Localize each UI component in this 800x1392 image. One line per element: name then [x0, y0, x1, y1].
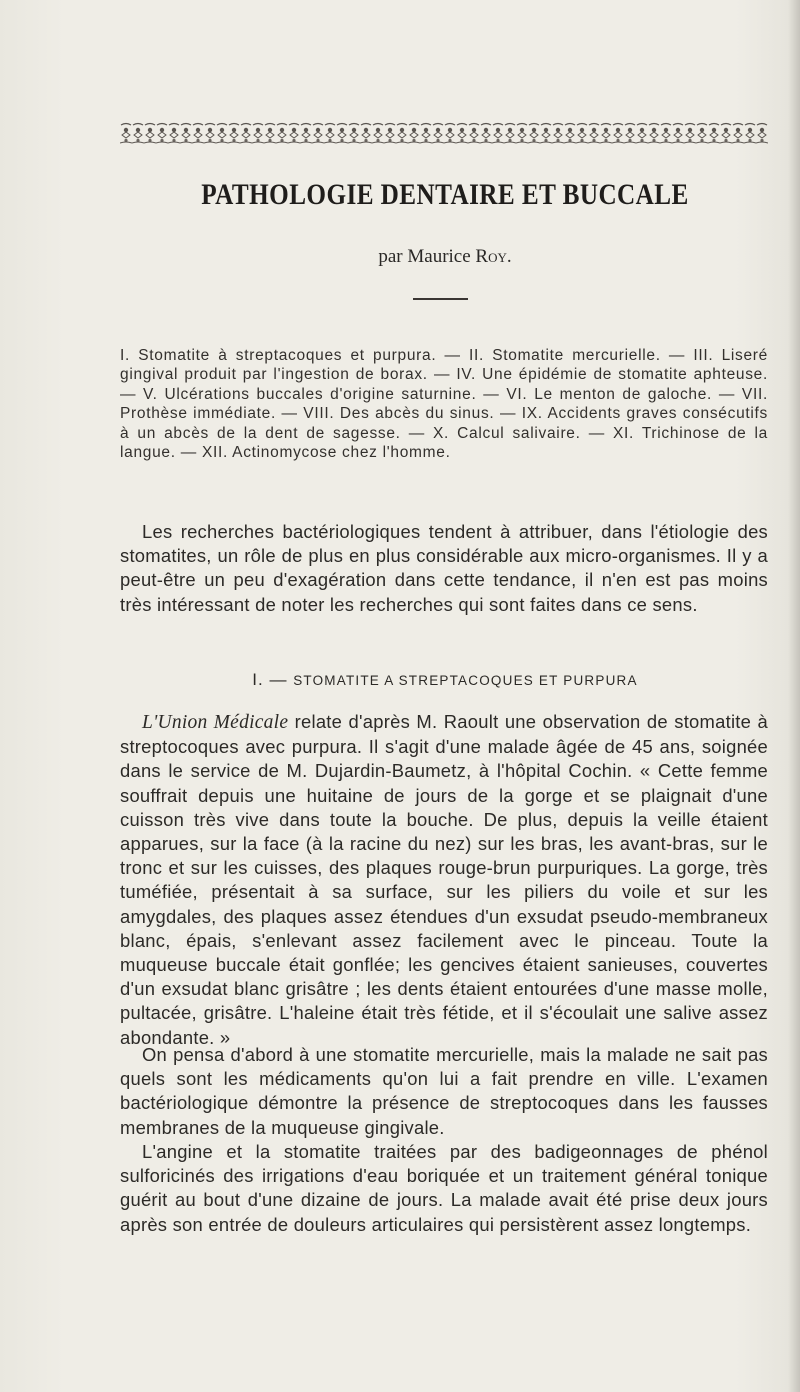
separator-rule — [413, 298, 468, 300]
paragraph-3-text: L'angine et la stomatite traitées par des badigeonnages de phénol sulforicinés des irrigations d'eau boriquée et un traitement général tonique guérit au bout d'une dizaine de jours. La malade avait été prise deux jours après son entrée de douleurs articulaires qui persistèrent assez longtemps. — [120, 1141, 768, 1235]
decorative-header-band — [120, 122, 768, 144]
body-paragraph-3 — [120, 1140, 768, 1237]
chapter-summary: I. Stomatite à streptacoques et purpura. — II. Stomatite mercurielle. — III. Liseré gingival produit par l'ingestion de borax. — IV. Une épidémie de stomatite aphteuse. — V. Ulcérations buccales d'origine saturnine. — VI. Le menton de galoche. — VII. Prothèse immédiate. — VIII. Des abcès du sinus. — IX. Accidents graves consécutifs à un abcès de la dent de sagesse. — X. Calcul salivaire. — XI. Trichinose de la langue. — XII. Actinomycose chez l'homme. — [120, 347, 768, 462]
intro-paragraph — [120, 520, 768, 617]
author-byline — [0, 246, 800, 268]
case-report-paragraph — [120, 710, 768, 1050]
article-title: PATHOLOGIE DENTAIRE ET BUCCALE — [201, 178, 689, 211]
section-title: STOMATITE A STREPTACOQUES ET PURPURA — [293, 673, 638, 688]
byline-prefix: par Maurice — [378, 246, 471, 267]
case-report-text: relate d'après M. Raoult une observation de stomatite à streptocoques avec purpura. Il s'agit d'une malade âgée de 45 ans, soignée dans le service de M. Dujardin-Baumetz, à l'hôpital Cochin. « Cette femme souffrait depuis une huitaine de jours de la gorge et se plaignait d'une cuisson très vive dans toute la bouche. De plus, depuis la veille étaient apparues, sur la face (à la racine du nez) sur les bras, les avant-bras, sur le tronc et sur les cuisses, des plaques rouge-brun purpuriques. La gorge, très tuméfiée, présentait à sa surface, sur les piliers du voile et sur les amygdales, des plaques assez étendues d'un exsudat pseudo-membraneux blanc, épais, s'enlevant assez facilement avec le pinceau. Toute la muqueuse buccale était gonflée; les gencives étaient sanieuses, couvertes d'un exsudat blanc grisâtre ; les dents étaient entourées d'une masse molle, pultacée, grisâtre. L'haleine était très fétide, et il s'écoulait une salive assez abondante. » — [120, 711, 768, 1048]
paragraph-2-text: On pensa d'abord à une stomatite mercurielle, mais la malade ne sait pas quels sont les médicaments qu'on lui a fait prendre en ville. L'examen bactériologique démontre la présence de streptocoques dans les fausses membranes de la muqueuse gingivale. — [120, 1044, 768, 1138]
journal-name: L'Union Médicale — [142, 712, 289, 733]
body-paragraph-2 — [120, 1043, 768, 1140]
intro-text: Les recherches bactériologiques tendent à attribuer, dans l'étiologie des stomatites, un rôle de plus en plus considérable aux micro-organismes. Il y a peut-être un peu d'exagération dans cette tendance, il n'en est pas moins très intéressant de noter les recherches qui sont faites dans ce sens. — [120, 521, 768, 615]
author-surname: Roy. — [475, 246, 512, 267]
section-heading — [0, 670, 800, 690]
section-number: I. — — [252, 670, 288, 689]
